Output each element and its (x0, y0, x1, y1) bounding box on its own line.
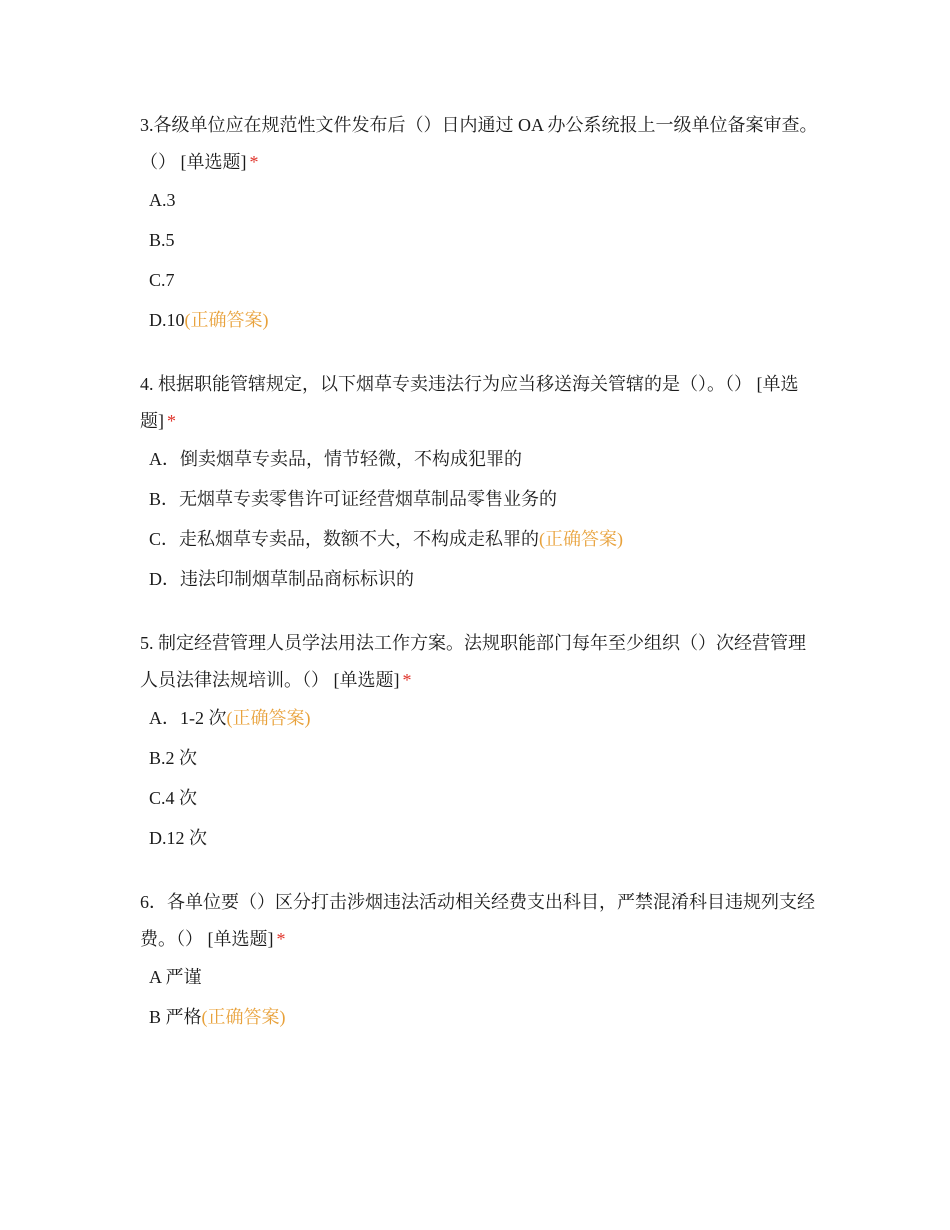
option-d (149, 567, 820, 591)
option-text: A．1-2 次 (149, 708, 227, 728)
option-text: D.10 (149, 310, 185, 330)
option-text: C.7 (149, 270, 175, 290)
question-text: 3.各级单位应在规范性文件发布后（）日内通过 OA 办公系统报上一级单位备案审查。（） (140, 115, 818, 172)
option-text: B.2 次 (149, 748, 198, 768)
correct-answer-mark: (正确答案) (184, 310, 269, 330)
question-title (140, 625, 820, 699)
correct-answer-mark: (正确答案) (539, 529, 624, 549)
option-a (149, 965, 820, 989)
option-text: D．违法印制烟草制品商标标识的 (149, 569, 414, 589)
option-c (149, 268, 820, 292)
required-mark: * (276, 929, 286, 949)
question-type: [单选题] (333, 670, 400, 690)
option-text: B 严格 (149, 1007, 202, 1027)
correct-answer-mark: (正确答案) (201, 1007, 286, 1027)
option-a (149, 706, 820, 730)
required-mark: * (249, 152, 259, 172)
question-3 (140, 107, 820, 332)
question-type: [单选题] (140, 374, 799, 431)
question-text: 4. 根据职能管辖规定，以下烟草专卖违法行为应当移送海关管辖的是（）。（） (140, 374, 752, 394)
question-type: [单选题] (207, 929, 274, 949)
option-text: C．走私烟草专卖品，数额不大，不构成走私罪的 (149, 529, 540, 549)
option-a (149, 447, 820, 471)
question-6 (140, 884, 820, 1029)
option-a (149, 188, 820, 212)
option-b (149, 746, 820, 770)
question-title (140, 366, 820, 440)
option-text: D.12 次 (149, 828, 207, 848)
question-type: [单选题] (180, 152, 247, 172)
option-c (149, 786, 820, 810)
option-b (149, 1005, 820, 1029)
option-text: C.4 次 (149, 788, 198, 808)
required-mark: * (167, 411, 176, 431)
question-title (140, 884, 820, 958)
question-5 (140, 625, 820, 850)
option-d (149, 826, 820, 850)
survey-document (140, 107, 820, 1063)
option-text: A.3 (149, 190, 176, 210)
option-b (149, 487, 820, 511)
question-text: 5. 制定经营管理人员学法用法工作方案。法规职能部门每年至少组织（）次经营管理人员法律法规培训。（） (140, 633, 806, 690)
option-text: A．倒卖烟草专卖品，情节轻微，不构成犯罪的 (149, 449, 522, 469)
option-text: B.5 (149, 230, 175, 250)
question-text: 6．各单位要（）区分打击涉烟违法活动相关经费支出科目，严禁混淆科目违规列支经费。（） (140, 892, 815, 949)
question-4 (140, 366, 820, 591)
question-title (140, 107, 820, 181)
option-c (149, 527, 820, 551)
option-text: A 严谨 (149, 967, 202, 987)
option-text: B．无烟草专卖零售许可证经营烟草制品零售业务的 (149, 489, 558, 509)
correct-answer-mark: (正确答案) (226, 708, 311, 728)
option-d (149, 308, 820, 332)
option-b (149, 228, 820, 252)
required-mark: * (402, 670, 412, 690)
